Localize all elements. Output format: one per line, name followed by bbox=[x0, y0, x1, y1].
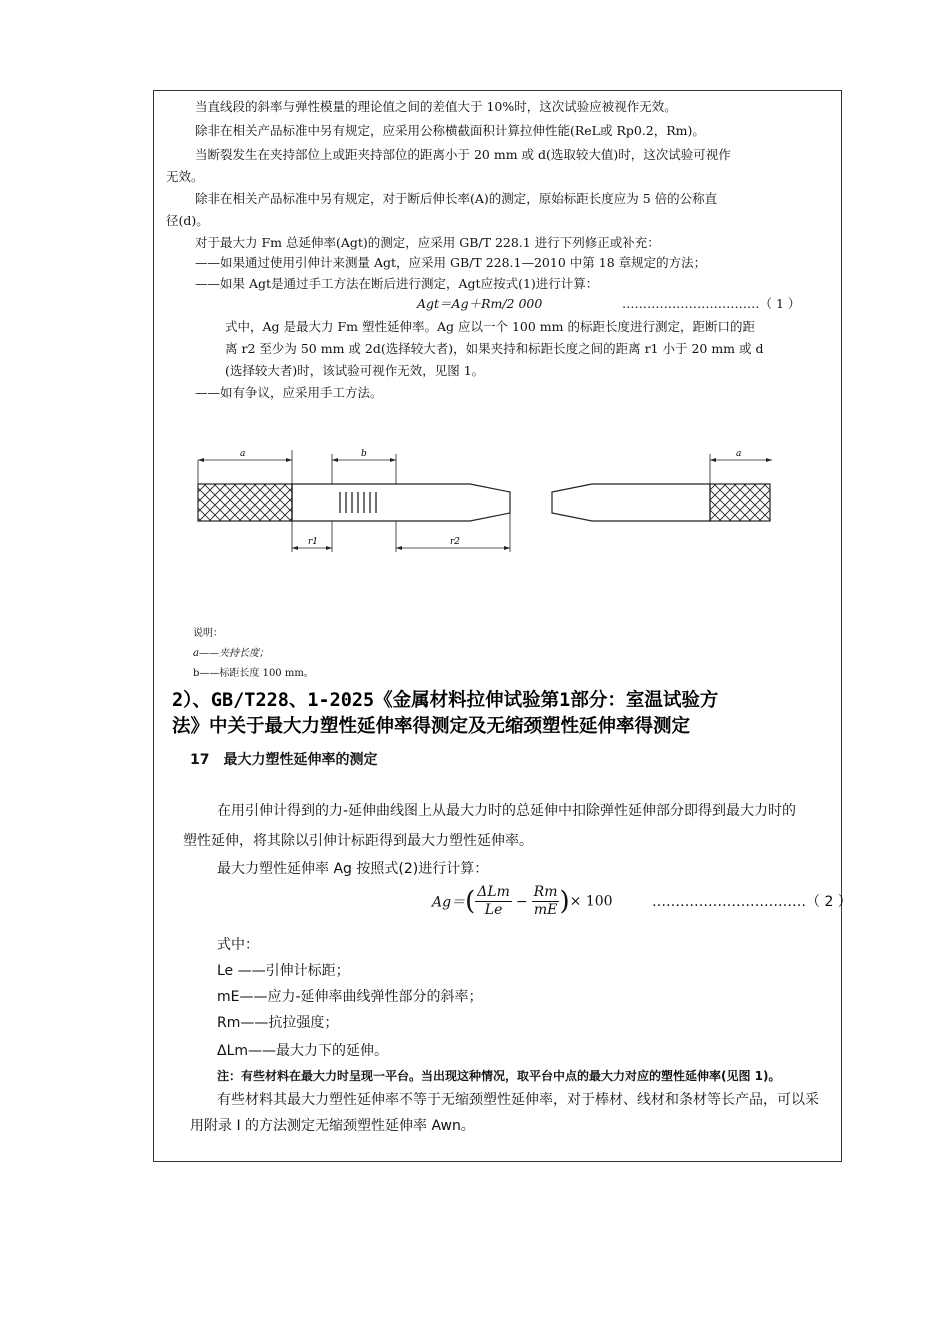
grip-hatch-right bbox=[710, 484, 770, 521]
text-line: 当断裂发生在夹持部位上或距夹持部位的距离小于 20 mm 或 d(选取较大值)时，这次试验可视作 bbox=[195, 147, 731, 162]
formula-1-ref: ……………………………（ 1 ） bbox=[622, 296, 801, 311]
text-line: 无效。 bbox=[166, 169, 204, 184]
legend-item: a——夹持长度； bbox=[193, 648, 269, 659]
text-line: 式中，Ag 是最大力 Fm 塑性延伸率。Ag 应以一个 100 mm 的标距长度进行测定，距断口的距 bbox=[225, 319, 755, 334]
grip-hatch-left bbox=[198, 484, 292, 521]
text-line: 对于最大力 Fm 总延伸率(Agt)的测定，应采用 GB/T 228.1 进行下列修正或补充： bbox=[195, 235, 660, 250]
text-line: 当直线段的斜率与弹性模量的理论值之间的差值大于 10%时，这次试验应被视作无效。 bbox=[195, 99, 677, 114]
label-a-left: a bbox=[240, 449, 246, 459]
formula-1: Agt＝Ag＋Rm/2 000 bbox=[417, 296, 543, 311]
text-line: 离 r2 至少为 50 mm 或 2d(选择较大者)，如果夹持和标距长度之间的距离 r1 小于 20 mm 或 d bbox=[225, 341, 764, 356]
note: 注：有些材料在最大力时呈现一平台。当出现这种情况，取平台中点的最大力对应的塑性延伸率(见图 1)。 bbox=[217, 1069, 781, 1083]
definition-item: Rm——抗拉强度； bbox=[217, 1015, 339, 1031]
text-line: 径(d)。 bbox=[166, 213, 209, 228]
formula-2-num1: ΔLm bbox=[477, 884, 510, 900]
gauge-marks bbox=[340, 492, 376, 513]
text-line: ——如果通过使用引伸计来测量 Agt，应采用 GB/T 228.1—2010 中第 18 章规定的方法； bbox=[195, 255, 707, 270]
specimen-figure bbox=[180, 440, 780, 570]
text-line: 最大力塑性延伸率 Ag 按照式(2)进行计算： bbox=[217, 861, 489, 877]
legend-title: 说明： bbox=[193, 628, 223, 639]
label-a-right: a bbox=[736, 449, 742, 459]
formula-2: Ag＝( $\frac{\text{ΔLm}}{Le}$ − $\frac{Rm}{mE}$ )× 100 bbox=[432, 884, 613, 918]
text-line: 除非在相关产品标准中另有规定，应采用公称横截面积计算拉伸性能(ReL或 Rp0.2，Rm)。 bbox=[195, 123, 705, 138]
text-line: 有些材料其最大力塑性延伸率不等于无缩颈塑性延伸率，对于棒材、线材和条材等长产品，可以采 bbox=[217, 1092, 819, 1108]
formula-2-minus: − bbox=[515, 893, 528, 910]
label-r2: r2 bbox=[450, 537, 461, 547]
formula-2-lhs: Ag＝ bbox=[432, 894, 466, 911]
text-line: 用附录 I 的方法测定无缩颈塑性延伸率 Awn。 bbox=[190, 1118, 475, 1134]
formula-2-ref: ……………………………（ 2 ） bbox=[652, 894, 852, 910]
formula-2-tail: × 100 bbox=[569, 893, 613, 910]
definition-item: mE——应力-延伸率曲线弹性部分的斜率； bbox=[217, 989, 483, 1005]
section-heading-line2: 法》中关于最大力塑性延伸率得测定及无缩颈塑性延伸率得测定 bbox=[172, 716, 691, 737]
text-line: 在用引伸计得到的力-延伸曲线图上从最大力时的总延伸中扣除弹性延伸部分即得到最大力时的 bbox=[217, 803, 797, 819]
section-heading-line1: 2）、GB/T228、1-2025《金属材料拉伸试验第1部分：室温试验方 bbox=[172, 690, 719, 711]
text-line: ——如有争议，应采用手工方法。 bbox=[195, 385, 383, 400]
where-label: 式中： bbox=[217, 937, 259, 953]
definition-item: ΔLm——最大力下的延伸。 bbox=[217, 1043, 389, 1059]
text-line: 塑性延伸，将其除以引伸计标距得到最大力塑性延伸率。 bbox=[183, 833, 533, 849]
legend-item: b——标距长度 100 mm。 bbox=[193, 668, 314, 679]
formula-2-den2: mE bbox=[533, 902, 558, 918]
section-17-title: 17 最大力塑性延伸率的测定 bbox=[190, 752, 378, 768]
specimen-right bbox=[552, 484, 710, 521]
specimen-left bbox=[292, 484, 510, 521]
text-line: ——如果 Agt是通过手工方法在断后进行测定，Agt应按式(1)进行计算： bbox=[195, 276, 599, 291]
definition-item: Le ——引伸计标距； bbox=[217, 963, 350, 979]
label-b: b bbox=[361, 449, 367, 459]
text-line: 除非在相关产品标准中另有规定，对于断后伸长率(A)的测定，原始标距长度应为 5 倍的公称直 bbox=[195, 191, 718, 206]
label-r1: r1 bbox=[308, 537, 319, 547]
formula-2-den1: Le bbox=[484, 902, 503, 918]
formula-2-num2: Rm bbox=[533, 884, 558, 900]
text-line: (选择较大者)时，该试验可视作无效，见图 1。 bbox=[225, 363, 485, 378]
